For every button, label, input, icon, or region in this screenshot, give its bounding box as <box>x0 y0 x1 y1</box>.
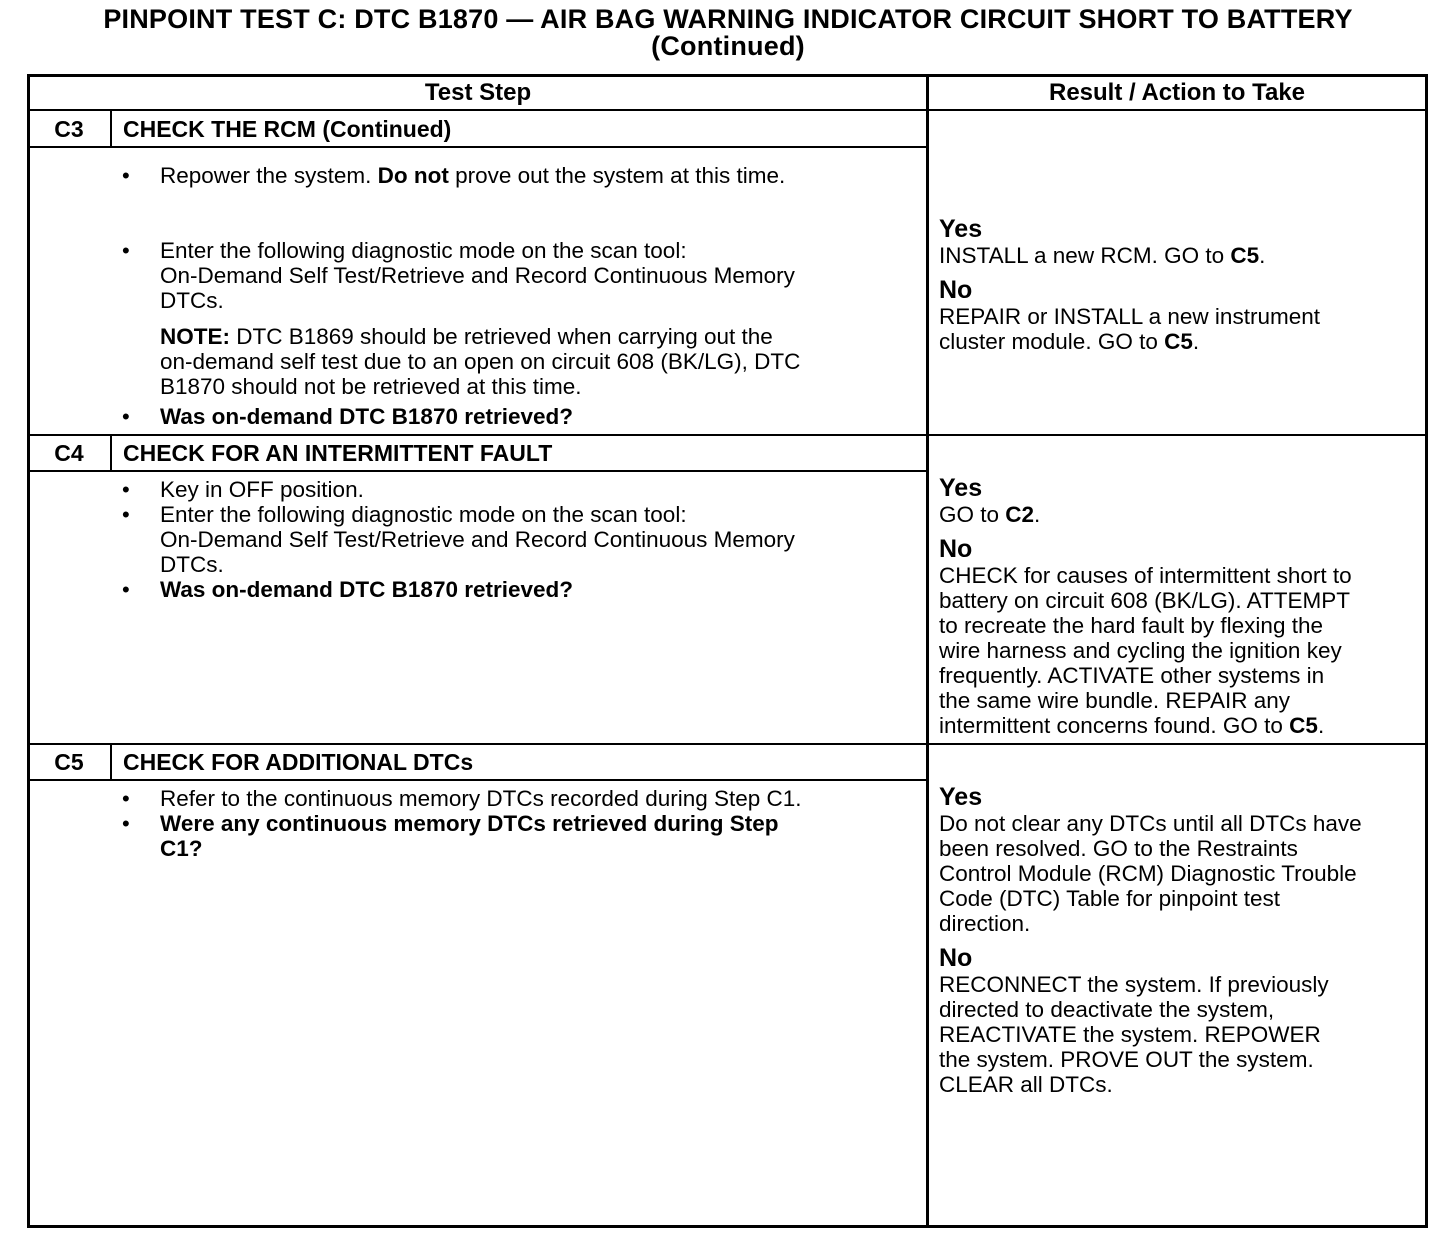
c5-question <box>160 811 778 861</box>
step-title-c5: CHECK FOR ADDITIONAL DTCs <box>123 749 474 775</box>
c4-no-action-line: battery on circuit 608 (BK/LG). ATTEMPT <box>939 588 1350 613</box>
c3-note-label: NOTE: <box>160 324 230 349</box>
bullet-icon: • <box>122 786 130 811</box>
c3-no-goto-ref: C5 <box>1164 329 1193 354</box>
step-title-c4: CHECK FOR AN INTERMITTENT FAULT <box>123 440 553 466</box>
c3-yes-action <box>939 243 1320 268</box>
bullet-icon: • <box>122 577 130 602</box>
c3-yes-text: INSTALL a new RCM. GO to <box>939 243 1231 268</box>
c4-no-goto-ref: C5 <box>1289 713 1318 738</box>
step-title-c3: CHECK THE RCM (Continued) <box>123 116 452 142</box>
c3-instruction-2-line: DTCs. <box>160 288 224 313</box>
c3-instruction-1-text: Repower the system. <box>160 163 378 188</box>
c3-title-rule <box>27 146 927 148</box>
c3-instruction-1 <box>160 163 785 188</box>
c3-question: Was on-demand DTC B1870 retrieved? <box>160 404 574 429</box>
c5-question-line: Were any continuous memory DTCs retrieved during Step <box>160 811 779 836</box>
bullet-icon: • <box>122 811 130 836</box>
title-line-2: (Continued) <box>651 31 805 61</box>
c3-instruction-2 <box>160 238 795 313</box>
c3-no-label: No <box>939 276 973 304</box>
c4-instruction-2-line: Enter the following diagnostic mode on the scan tool: <box>160 502 687 527</box>
step-id-c5: C5 <box>54 749 84 775</box>
c4-no-action-line: CHECK for causes of intermittent short to <box>939 563 1352 588</box>
c5-no-action-line: REACTIVATE the system. REPOWER <box>939 1022 1321 1047</box>
c4-no-action-line: frequently. ACTIVATE other systems in <box>939 663 1325 688</box>
bullet-icon: • <box>122 238 130 263</box>
c4-yes-goto-ref: C2 <box>1005 502 1035 527</box>
c5-no-action-line: CLEAR all DTCs. <box>939 1072 1113 1097</box>
c3-note <box>160 324 800 399</box>
bullet-icon: • <box>122 477 130 502</box>
c3-end-rule <box>27 434 1428 436</box>
c3-note-first-line: DTC B1869 should be retrieved when carrying out the <box>230 324 773 349</box>
c3-yes-label: Yes <box>939 215 983 243</box>
c5-yes-action-line: Code (DTC) Table for pinpoint test <box>939 886 1280 911</box>
c4-instruction-1: Key in OFF position. <box>160 477 364 502</box>
c3-no-text: cluster module. GO to <box>939 329 1165 354</box>
c3-no-action-line: REPAIR or INSTALL a new instrument <box>939 304 1320 329</box>
c3-note-line: on-demand self test due to an open on circuit 608 (BK/LG), DTC <box>160 349 801 374</box>
c3-id-divider <box>110 110 112 147</box>
c4-question: Was on-demand DTC B1870 retrieved? <box>160 577 574 602</box>
c4-no-action-line: to recreate the hard fault by flexing the <box>939 613 1323 638</box>
c5-question-line: C1? <box>160 836 203 861</box>
step-id-c4: C4 <box>54 440 84 466</box>
c4-no-action-line: wire harness and cycling the ignition key <box>939 638 1342 663</box>
c4-instruction-2-line: DTCs. <box>160 552 224 577</box>
c4-yes-end: . <box>1034 502 1041 527</box>
c5-no-action-line: the system. PROVE OUT the system. <box>939 1047 1314 1072</box>
header-result-action: Result / Action to Take <box>1048 79 1306 106</box>
c5-instruction-1: Refer to the continuous memory DTCs recorded during Step C1. <box>160 786 802 811</box>
title-line-1: PINPOINT TEST C: DTC B1870 — AIR BAG WARNING INDICATOR CIRCUIT SHORT TO BATTERY <box>103 4 1353 34</box>
c5-yes-label: Yes <box>939 783 983 811</box>
header-rule <box>27 109 1428 111</box>
c3-instruction-1-emphasis: Do not <box>377 163 449 188</box>
bullet-icon: • <box>122 163 130 188</box>
page-title <box>0 6 1456 60</box>
c4-id-divider <box>110 435 112 471</box>
c3-instruction-1-tail: prove out the system at this time. <box>448 163 786 188</box>
c4-no-end: . <box>1317 713 1325 738</box>
c5-yes-action-line: been resolved. GO to the Restraints <box>939 836 1298 861</box>
c4-no-action-line <box>939 713 1352 738</box>
c4-instruction-2-line: On-Demand Self Test/Retrieve and Record Continuous Memory <box>160 527 795 552</box>
header-test-step: Test Step <box>424 79 532 106</box>
c3-instruction-2-line: Enter the following diagnostic mode on the scan tool: <box>160 238 687 263</box>
c3-no-end: . <box>1192 329 1200 354</box>
c3-instruction-2-line: On-Demand Self Test/Retrieve and Record Continuous Memory <box>160 263 795 288</box>
bullet-icon: • <box>122 502 130 527</box>
c5-title-rule <box>27 779 927 781</box>
c3-yes-end: . <box>1259 243 1266 268</box>
c4-no-last-text: intermittent concerns found. GO to <box>939 713 1290 738</box>
c4-yes-action <box>939 502 1352 527</box>
c4-instruction-2 <box>160 502 795 577</box>
c5-yes-action-line: direction. <box>939 911 1031 936</box>
step-id-c3: C3 <box>54 116 84 142</box>
c5-yes-action-line: Control Module (RCM) Diagnostic Trouble <box>939 861 1357 886</box>
c4-end-rule <box>27 743 1428 745</box>
c4-no-action-line: the same wire bundle. REPAIR any <box>939 688 1291 713</box>
c5-no-action-line: RECONNECT the system. If previously <box>939 972 1329 997</box>
c3-note-line: B1870 should not be retrieved at this time. <box>160 374 582 399</box>
c3-no-action-line <box>939 329 1320 354</box>
bullet-icon: • <box>122 404 130 429</box>
c5-id-divider <box>110 744 112 780</box>
c3-result <box>939 216 1320 354</box>
c5-yes-action-line: Do not clear any DTCs until all DTCs have <box>939 811 1362 836</box>
c4-title-rule <box>27 470 927 472</box>
c4-no-label: No <box>939 535 973 563</box>
c5-no-label: No <box>939 944 973 972</box>
c4-yes-text: GO to <box>939 502 1006 527</box>
c4-result <box>939 475 1352 738</box>
c3-yes-goto-ref: C5 <box>1230 243 1260 268</box>
c5-no-action-line: directed to deactivate the system, <box>939 997 1275 1022</box>
c5-result <box>939 784 1362 1097</box>
c4-yes-label: Yes <box>939 474 983 502</box>
column-divider <box>926 74 929 1228</box>
